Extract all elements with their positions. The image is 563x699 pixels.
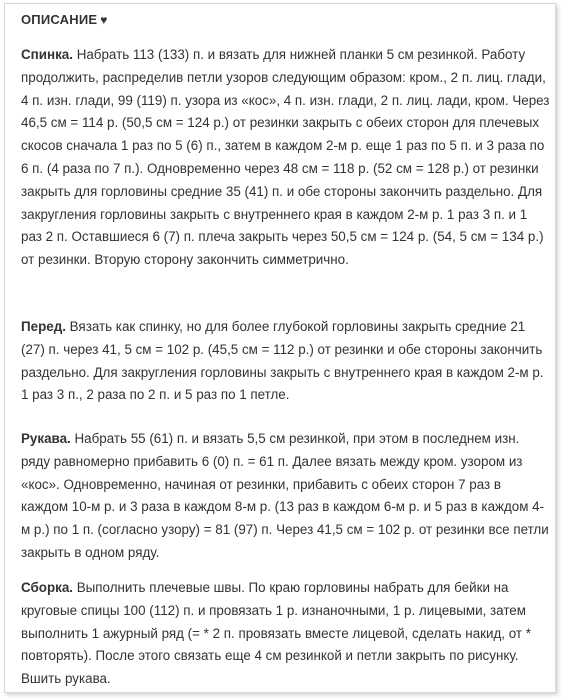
section-assembly [21, 577, 551, 691]
heart-icon: ♥ [100, 13, 108, 27]
section-sleeves-text: Набрать 55 (61) п. и вязать 5,5 см резинкой, при этом в последнем изн. ряду равномерно прибавить 6 (0) п. = 61 п. Далее вязать между кром. узором из «кос». Одновременно, начиная от резинки, прибавить с обеих сторон 7 раз в каждом 10-м р. и 3 раза в каждом 8-м р. (13 раз в каждом 6-м р. и 5 раз в каждом 4-м р.) по 1 п. (согласно узору) = 81 (97) п. Через 41,5 см = 102 р. от резинки все петли закрыть в одном ряду. [21, 431, 549, 560]
section-sleeves-title: Рукава. [21, 431, 71, 446]
heading-title: ОПИСАНИЕ [21, 12, 98, 27]
section-front [21, 316, 551, 407]
section-back-text: Набрать 113 (133) п. и вязать для нижней планки 5 см резинкой. Работу продолжить, распределив петли узоров следующим образом: кром., 2 п. лиц. глади, 4 п. изн. глади, 99 (119) п. узора из «кос», 4 п. изн. глади, 2 п. лиц. лади, кром. Через 46,5 см = 114 р. (50,5 см = 124 р.) от резинки закрыть с обеих сторон для плечевых скосов сначала 1 раз по 5 (6) п., затем в каждом 2-м р. еще 1 раз по 5 п. и 3 раза по 6 п. (4 раза по 7 п.). Одновременно через 48 см = 118 р. (52 см = 128 р.) от резинки закрыть для горловины средние 35 (41) п. и обе стороны закончить раздельно. Для закругления горловины закрыть с внутреннего края в каждом 2-м р. 1 раз 3 п. и 1 раз 2 п. Оставшиеся 6 (7) п. плеча закрыть через 50,5 см = 124 р. (54, 5 см = 134 р.) от резинки. Вторую сторону закончить симметрично. [21, 47, 550, 268]
section-back-title: Спинка. [21, 47, 73, 62]
description-card [4, 3, 556, 693]
section-sleeves [21, 428, 551, 565]
description-heading [21, 12, 108, 27]
section-front-title: Перед. [21, 319, 66, 334]
section-assembly-text: Выполнить плечевые швы. По краю горловины набрать для бейки на круговые спицы 100 (112) п. и провязать 1 р. изнаночными, 1 р. лицевыми, затем выполнить 1 ажурный ряд (= * 2 п. провязать вместе лицевой, сделать накид, от * повторять). После этого связать еще 4 см резинкой и петли закрыть по рисунку. Вшить рукава. [21, 580, 531, 687]
section-assembly-title: Сборка. [21, 580, 73, 595]
section-back [21, 44, 551, 272]
section-front-text: Вязать как спинку, но для более глубокой горловины закрыть средние 21 (27) п. через 41, 5 см = 102 р. (45,5 см = 112 р.) от резинки и обе стороны закончить раздельно. Для закругления горловины закрыть с внутреннего края в каждом 2-м р. 1 раз 3 п., 2 раза по 2 п. и 5 раз по 1 петле. [21, 319, 544, 403]
